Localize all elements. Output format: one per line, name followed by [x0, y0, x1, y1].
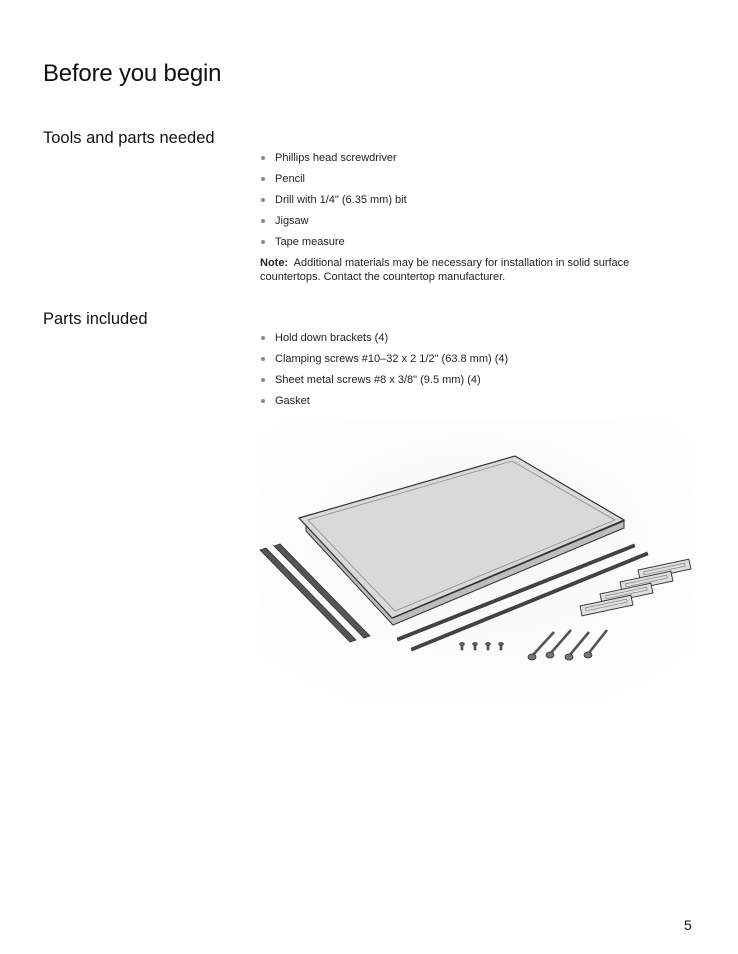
- list-item: [261, 172, 407, 193]
- list-item: [261, 394, 508, 415]
- bullet-icon: [261, 156, 265, 160]
- bullet-icon: [261, 177, 265, 181]
- list-item-text: Hold down brackets (4): [275, 332, 389, 344]
- parts-list: [261, 331, 508, 415]
- list-item: [261, 331, 508, 352]
- list-item-text: Jigsaw: [275, 215, 309, 227]
- bullet-icon: [261, 378, 265, 382]
- installation-note: [260, 256, 680, 284]
- bullet-icon: [261, 399, 265, 403]
- list-item: [261, 235, 407, 256]
- bullet-icon: [261, 336, 265, 340]
- parts-section-heading: Parts included: [43, 310, 148, 328]
- list-item: [261, 352, 508, 373]
- list-item: [261, 373, 508, 394]
- note-text: Additional materials may be necessary for installation in solid surface countertops. Contact the countertop manufacturer.: [260, 257, 630, 283]
- cooktop-parts-illustration: [258, 420, 694, 698]
- list-item-text: Drill with 1/4" (6.35 mm) bit: [275, 194, 407, 206]
- list-item-text: Clamping screws #10–32 x 2 1/2" (63.8 mm) (4): [275, 353, 509, 365]
- list-item-text: Phillips head screwdriver: [275, 152, 397, 164]
- bullet-icon: [261, 198, 265, 202]
- page-title: Before you begin: [43, 60, 222, 87]
- list-item: [261, 214, 407, 235]
- bullet-icon: [261, 357, 265, 361]
- list-item-text: Gasket: [275, 395, 310, 407]
- page-number: 5: [684, 917, 692, 933]
- note-label: Note:: [260, 257, 289, 269]
- tools-list: [261, 151, 407, 256]
- bullet-icon: [261, 219, 265, 223]
- list-item: [261, 151, 407, 172]
- list-item-text: Sheet metal screws #8 x 3/8" (9.5 mm) (4): [275, 374, 481, 386]
- list-item-text: Tape measure: [275, 236, 345, 248]
- list-item: [261, 193, 407, 214]
- bullet-icon: [261, 240, 265, 244]
- tools-section-heading: Tools and parts needed: [43, 129, 215, 147]
- list-item-text: Pencil: [275, 173, 305, 185]
